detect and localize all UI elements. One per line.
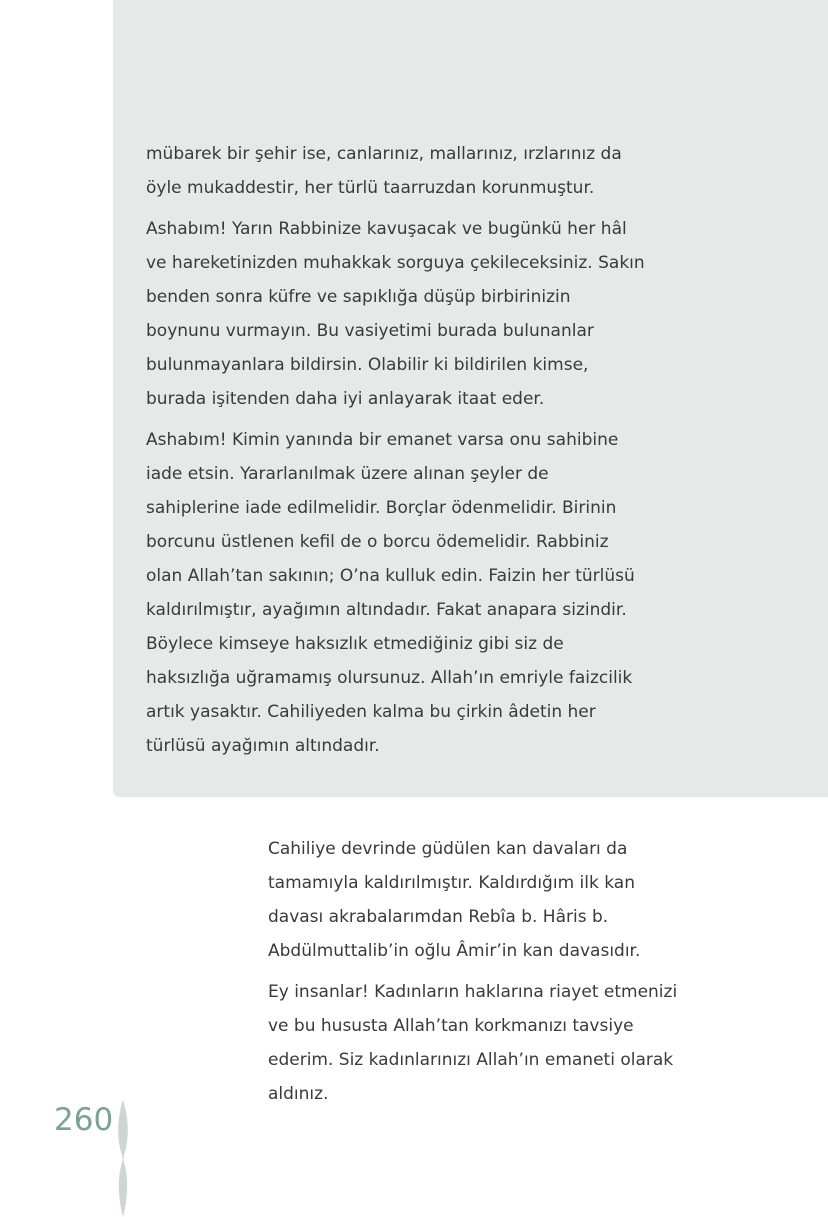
quote-paragraph-3: Ashabım! Kimin yanında bir emanet varsa onu sahibine iade etsin. Yararlanılmak üzere alınan şeyler de sahiplerine iade edilmelidir. Borçlar ödenmelidir. Birinin borcunu üstlenen kefil de o borcu ödemelidir. Rabbiniz olan Allah’tan sakının; O’na kulluk edin. Faizin her türlüsü kaldırılmıştır, ayağımın altındadır. Fakat anapara sizindir. Böylece kimseye haksızlık etmediğiniz gibi siz de haksızlığa uğramamış olursunuz. Allah’ın emriyle faizcilik artık yasaktır. Cahiliyeden kalma bu çirkin âdetin her türlüsü ayağımın altındadır.: [146, 430, 635, 756]
page-ornament-icon: [113, 1100, 133, 1217]
body-paragraph-2: Ey insanlar! Kadınların haklarına riayet etmenizi ve bu hususta Allah’tan korkmanızı tavsiye ederim. Siz kadınlarınızı Allah’ın emaneti olarak aldınız.: [268, 982, 678, 1104]
body-paragraph-1: Cahiliye devrinde güdülen kan davaları da tamamıyla kaldırılmıştır. Kaldırdığım ilk kan davası akrabalarımdan Rebîa b. Hâris b. Abdülmuttalib’in oğlu Âmir’in kan davasıdır.: [268, 839, 641, 961]
quote-paragraph-1: mübarek bir şehir ise, canlarınız, mallarınız, ırzlarınız da öyle mukaddestir, her türlü taarruzdan korunmuştur.: [146, 144, 622, 198]
quote-paragraph-2: Ashabım! Yarın Rabbinize kavuşacak ve bugünkü her hâl ve hareketinizden muhakkak sorguya çekileceksiniz. Sakın benden sonra küfre ve sapıklığa düşüp birbirinizin boynunu vurmayın. Bu vasiyetimi burada bulunanlar bulunmayanlara bildirsin. Olabilir ki bildirilen kimse, burada işitenden daha iyi anlayarak itaat eder.: [146, 219, 645, 409]
quote-text-block: [146, 137, 646, 770]
body-text-block: [268, 832, 688, 1118]
page-number: 260: [54, 1102, 114, 1138]
